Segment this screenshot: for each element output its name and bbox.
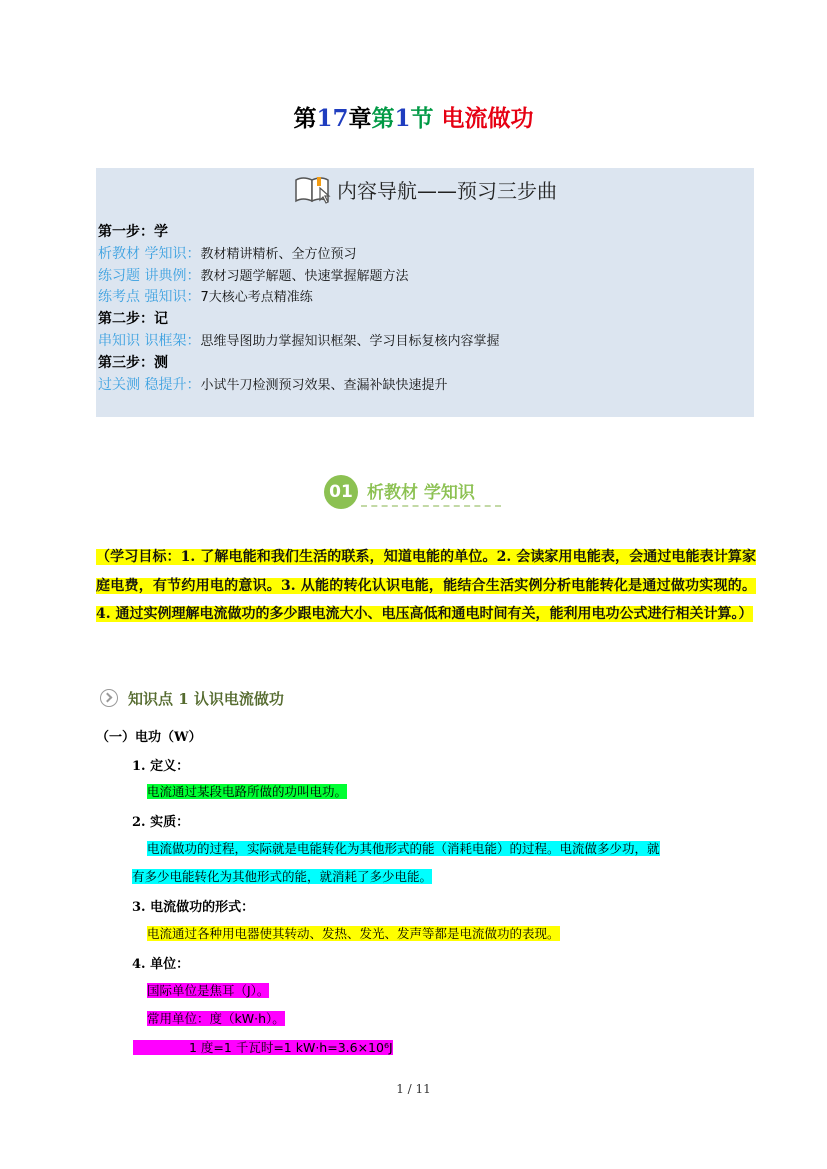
title-chapter-suffix: 章 [348,105,372,132]
nav-desc: 教材习题学解题、快速掌握解题方法 [200,268,409,284]
definition-title: 1. 定义： [132,759,190,774]
work-forms-title: 3. 电流做功的形式： [132,900,255,915]
step-three-title: 第三步：测 [98,354,168,371]
definition-highlight: 电流通过某段电路所做的功叫电功。 [147,784,348,799]
page-number: 1 / 11 [396,1082,431,1096]
nav-key: 过关测 稳提升： [98,376,201,393]
title-section-number: 1 [394,105,411,132]
units-title: 4. 单位： [132,957,190,972]
title-section-suffix: 节 [410,105,434,132]
chevron-circle-icon [100,689,118,707]
book-pointer-icon [293,174,333,209]
unit-conversion-text [133,1038,393,1056]
title-chapter-number: 17 [316,105,349,132]
nav-line-study [98,244,748,266]
nav-line-practice [98,266,748,288]
title-section-prefix: 第 [371,105,395,132]
section-number-badge: 01 [324,475,358,509]
subsection-electric-work: （一）电功（W） [96,730,202,745]
work-forms-highlight: 电流通过各种用电器使其转动、发热、发光、发声等都是电流做功的表现。 [147,926,560,941]
nav-desc: 7大核心考点精准练 [200,290,313,306]
si-unit-text [147,981,269,999]
nav-lines [98,222,748,396]
nav-line-points [98,287,748,309]
essence-highlight-1: 电流做功的过程，实际就是电能转化为其他形式的能（消耗电能）的过程。电流做多少功，就 [147,841,660,856]
section-label: 析教材 学知识 [367,483,475,503]
essence-text-line2 [132,867,432,885]
definition-text [147,782,347,800]
work-forms-text [147,924,560,942]
nav-desc: 思维导图助力掌握知识框架、学习目标复核内容掌握 [200,333,500,349]
nav-key: 析教材 学知识： [98,245,201,262]
essence-text-line1 [147,839,660,857]
nav-line-framework [98,331,748,353]
nav-desc: 教材精讲精析、全方位预习 [200,246,357,262]
essence-title: 2. 实质： [132,815,190,830]
nav-header-text: 内容导航——预习三步曲 [337,179,557,203]
nav-key: 练考点 强知识： [98,289,201,306]
page-title [0,100,827,133]
essence-highlight-2: 有多少电能转化为其他形式的能，就消耗了多少电能。 [132,869,433,884]
title-chapter-prefix: 第 [293,105,317,132]
si-unit-highlight: 国际单位是焦耳（J）。 [147,983,270,998]
learning-goals-text: （学习目标：1. 了解电能和我们生活的联系，知道电能的单位。2. 会读家用电能表，会通过电能表计算家庭电费，有节约用电的意识。3. 从能的转化认识电能，能结合生活实例分析电能转化是通过做功实现的。4. 通过实例理解电流做功的多少跟电流大小、电压高低和通电时间有关，能利用电功公式进行相关计算。） [96,549,756,622]
nav-desc: 小试牛刀检测预习效果、查漏补缺快速提升 [200,377,448,393]
learning-goals [96,543,756,629]
nav-key: 练习题 讲典例： [98,267,201,284]
common-unit-text [147,1009,285,1027]
content-navigation-box [96,168,754,417]
unit-conversion-highlight: 1 度=1 千瓦时=1 kW·h=3.6×10⁶J [133,1040,393,1055]
step-one-title: 第一步：学 [98,224,168,240]
section-underline [361,505,501,507]
nav-key: 串知识 识框架： [98,332,201,349]
step-two-title: 第二步：记 [98,311,168,328]
knowledge-point-title: 知识点 1 认识电流做功 [128,690,284,708]
section-badge [321,472,507,512]
common-unit-highlight: 常用单位：度（kW·h）。 [147,1011,285,1026]
knowledge-point-heading [100,688,284,709]
nav-line-test [98,375,748,397]
nav-header [96,174,754,209]
title-topic: 电流做功 [441,105,534,132]
